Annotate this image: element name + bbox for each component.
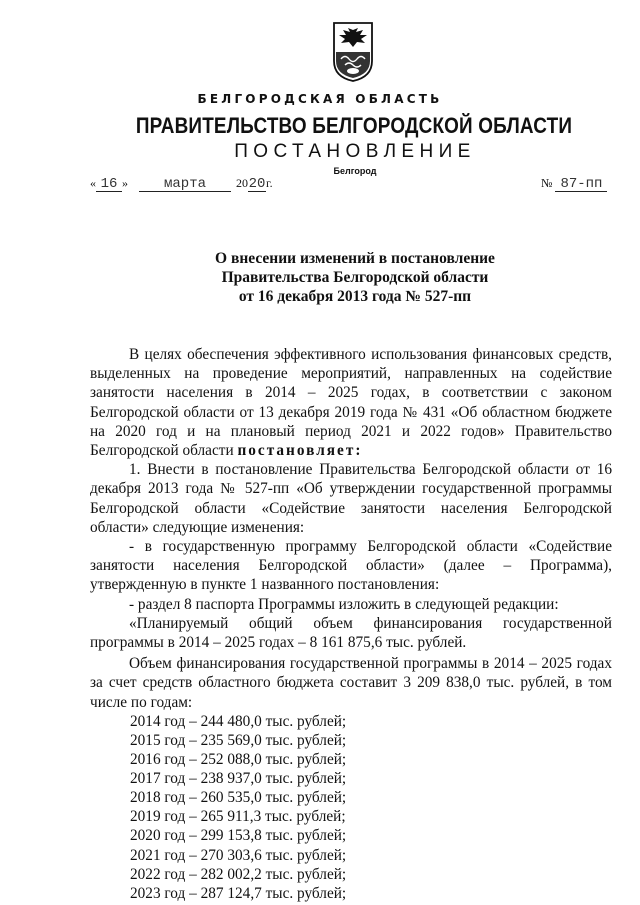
funding-year-item: 2022 год – 282 002,2 тыс. рублей; xyxy=(130,865,347,883)
funding-year-item: 2020 год – 299 153,8 тыс. рублей; xyxy=(130,827,347,845)
preamble-paragraph xyxy=(90,345,612,460)
funding-year-item: 2015 год – 235 569,0 тыс. рублей; xyxy=(130,731,347,749)
funding-year-item: 2021 год – 270 303,6 тыс. рублей; xyxy=(130,846,347,864)
program-amendment-paragraph: - в государственную программу Белгородской области «Содействие занятости населения Белгородской области» (далее – Программа), утвержденную в пункте 1 названного постановления: xyxy=(90,538,612,594)
item-1-paragraph: 1. Внести в постановление Правительства Белгородской области от 16 декабря 2013 года № 527-пп «Об утверждении государственной программы Белгородской области «Содействие занятости населения Белгородской области» следующие изменения: xyxy=(90,461,612,536)
region-name: БЕЛГОРОДСКАЯ ОБЛАСТЬ xyxy=(197,92,443,106)
date-year-prefix: 20 xyxy=(236,176,248,190)
subject-line-2: Правительства Белгородской области xyxy=(221,268,489,286)
funding-year-item: 2017 год – 238 937,0 тыс. рублей; xyxy=(130,770,347,788)
funding-year-item: 2019 год – 265 911,3 тыс. рублей; xyxy=(130,808,346,826)
date-month: марта xyxy=(139,177,231,192)
date-open-quote: « xyxy=(90,176,96,190)
section-8-paragraph: - раздел 8 паспорта Программы изложить в следующей редакции: xyxy=(129,595,559,613)
number-value: 87-пп xyxy=(555,177,607,192)
funding-year-item: 2014 год – 244 480,0 тыс. рублей; xyxy=(130,712,347,730)
decree-number xyxy=(541,176,607,192)
coat-of-arms-emblem xyxy=(331,21,375,83)
funding-year-item: 2023 год – 287 124,7 тыс. рублей; xyxy=(130,884,347,902)
subject-line-1: О внесении изменений в постановление xyxy=(215,250,495,267)
funding-year-item: 2018 год – 260 535,0 тыс. рублей; xyxy=(130,789,347,807)
decree-subject xyxy=(0,250,640,306)
resolves-keyword: постановляет: xyxy=(237,442,363,460)
funding-year-item: 2016 год – 252 088,0 тыс. рублей; xyxy=(130,751,347,769)
date-day: 16 xyxy=(96,177,122,192)
decree-date xyxy=(90,176,273,192)
date-close-quote: » xyxy=(122,176,128,190)
preamble-text: В целях обеспечения эффективного использования финансовых средств, выделенных на проведение мероприятий, направленных на содействие занятости населения в 2014 – 2025 годах, в соответствии с законом Белгородской области от 13 декабря 2019 года № 431 «Об областном бюджете на 2020 год и на плановый период 2021 и 2022 годов» Правительство Белгородской области xyxy=(90,346,612,460)
date-year-abbr: г. xyxy=(266,176,273,190)
total-funding-paragraph: «Планируемый общий объем финансирования государственной программы в 2014 – 2025 годах – 8 161 875,6 тыс. рублей. xyxy=(90,614,612,652)
government-title: ПРАВИТЕЛЬСТВО БЕЛГОРОДСКОЙ ОБЛАСТИ xyxy=(135,113,573,138)
decree-body xyxy=(90,345,612,903)
document-type: ПОСТАНОВЛЕНИЕ xyxy=(234,141,476,162)
city-name: Белгород xyxy=(333,166,377,176)
regional-budget-paragraph: Объем финансирования государственной программы в 2014 – 2025 годах за счет средств областного бюджета составит 3 209 838,0 тыс. рублей, в том числе по годам: xyxy=(90,655,612,711)
number-sign: № xyxy=(541,176,553,190)
funding-by-year-list xyxy=(130,712,612,903)
subject-line-3: от 16 декабря 2013 года № 527-пп xyxy=(238,287,472,305)
date-year-suffix: 20 xyxy=(248,176,266,192)
